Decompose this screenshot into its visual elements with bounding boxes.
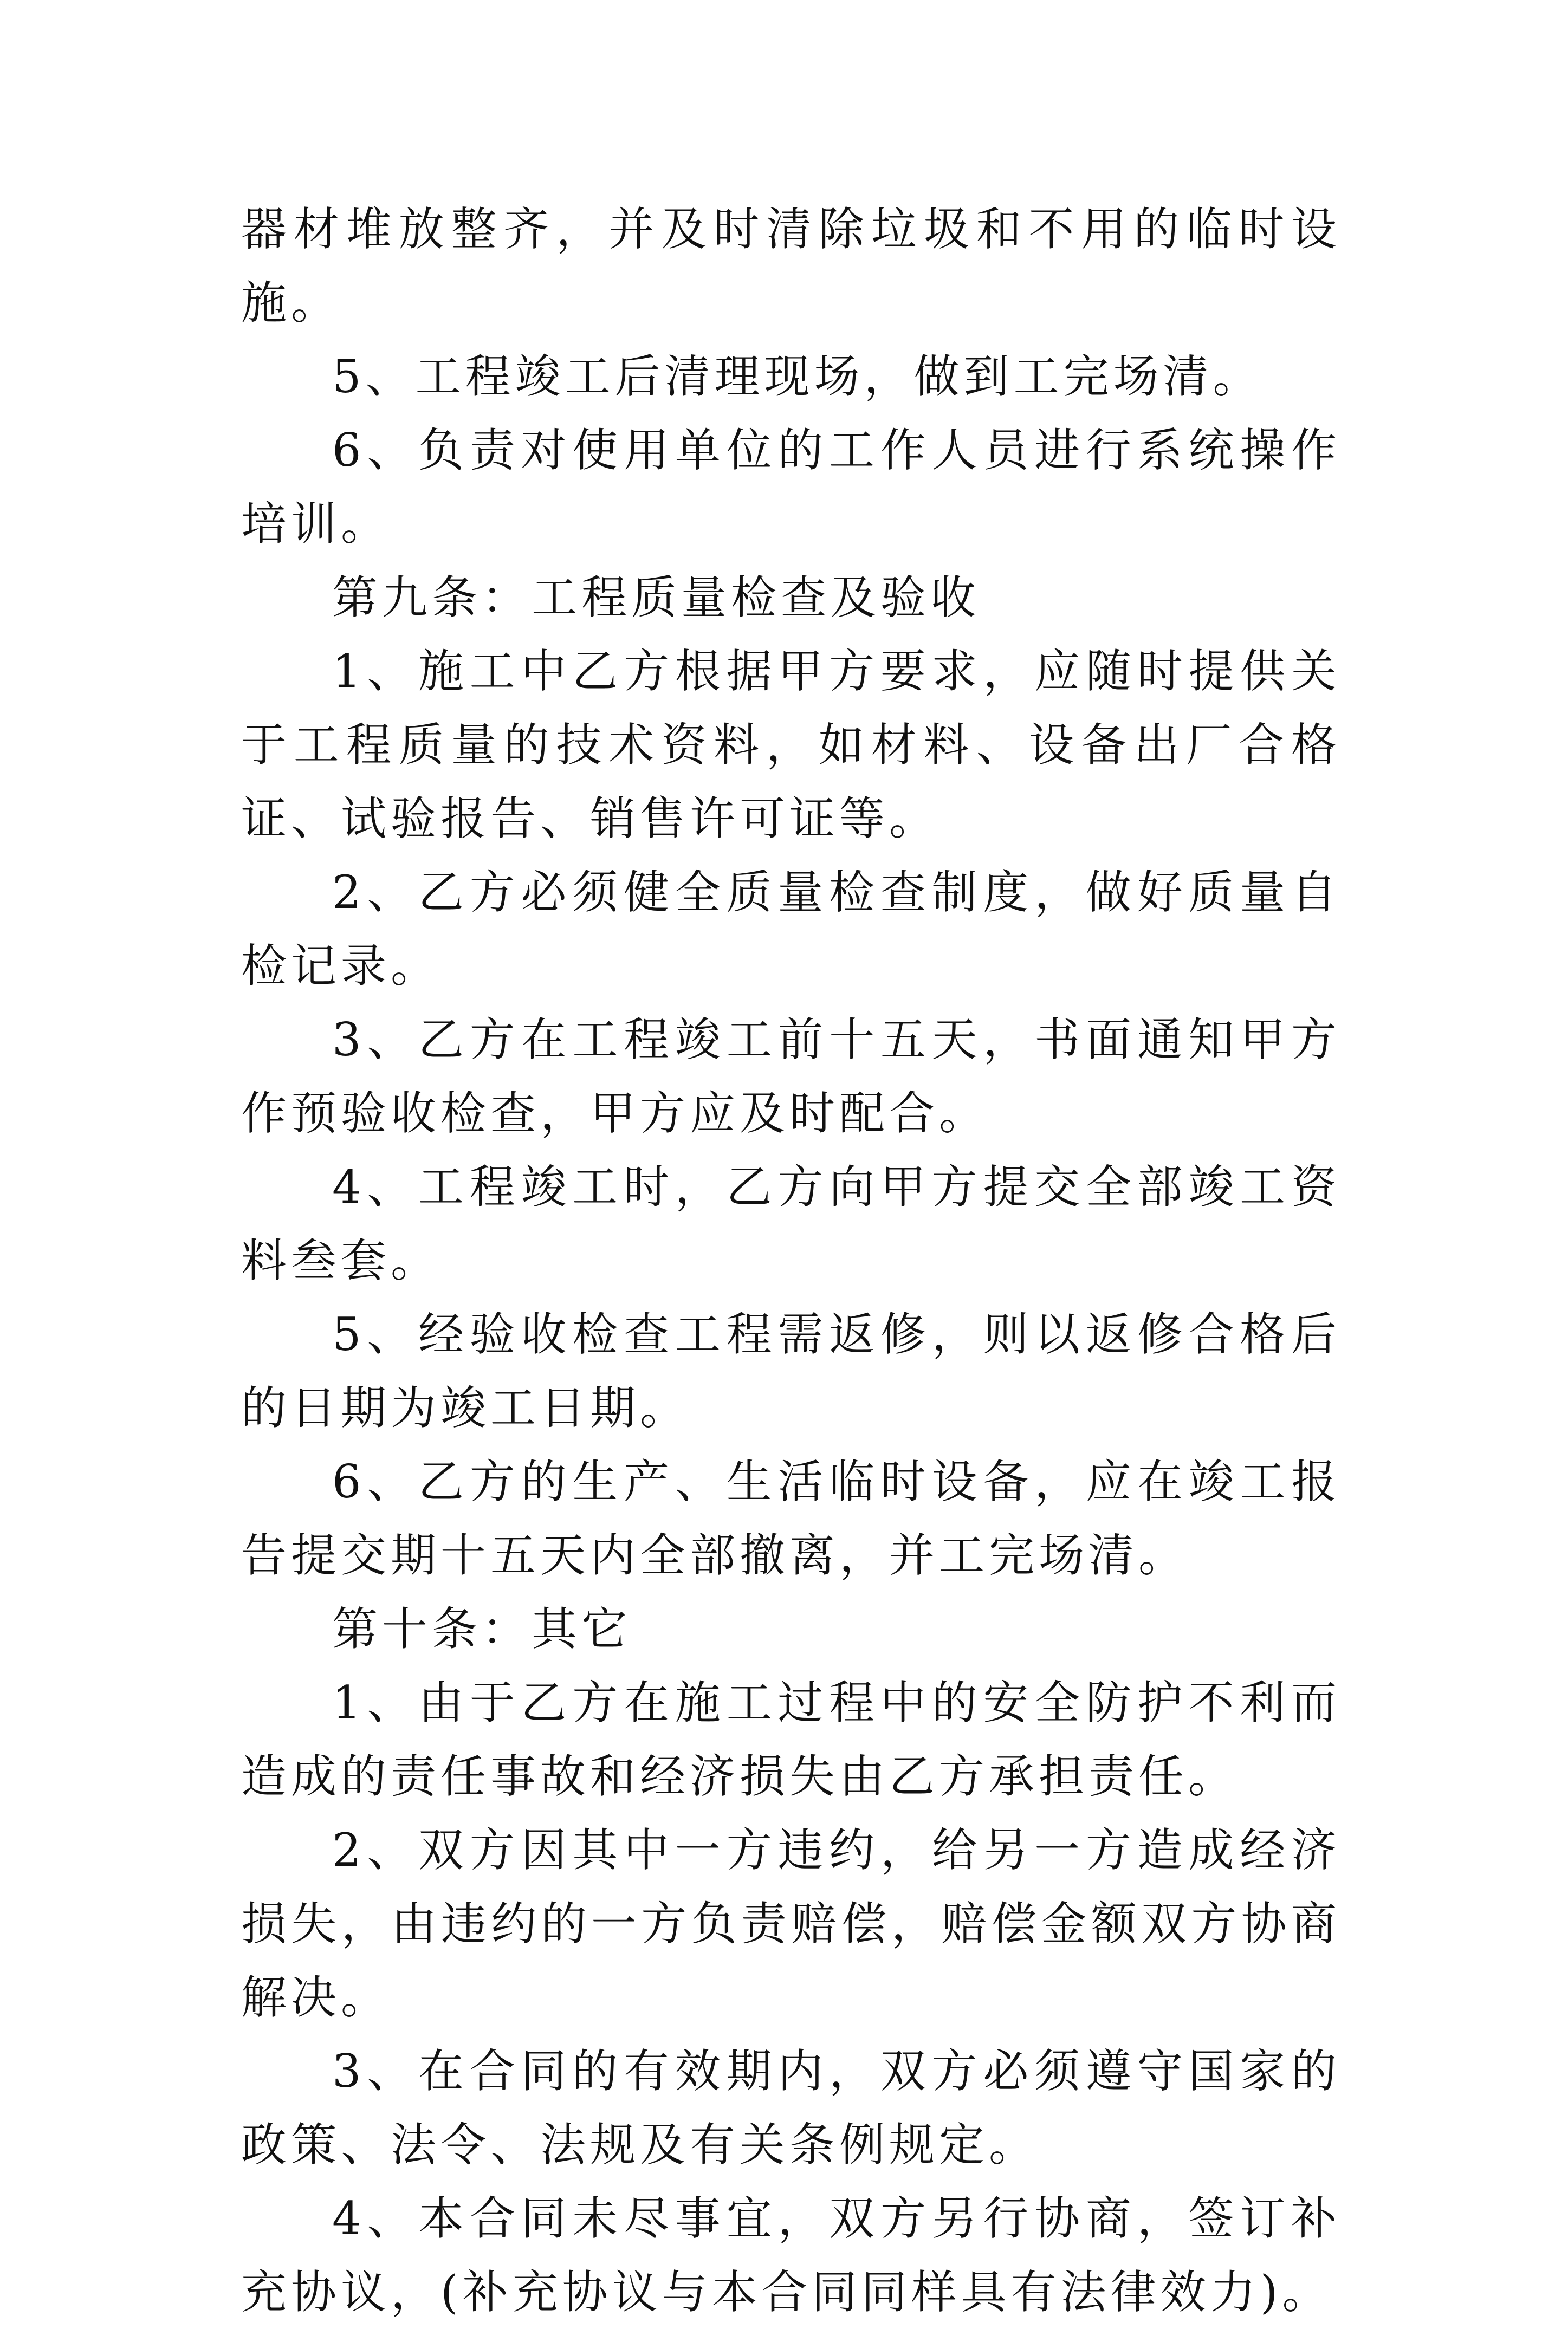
paragraph: 6、负责对使用单位的工作人员进行系统操作培训。 bbox=[241, 424, 1341, 550]
section-heading-article-9: 第九条：工程质量检查及验收 bbox=[332, 571, 981, 624]
paragraph: 2、双方因其中一方违约，给另一方造成经济损失，由违约的一方负责赔偿，赔偿金额双方协商解决。 bbox=[241, 1824, 1341, 2024]
document-body bbox=[241, 192, 1341, 2329]
paragraph: 2、乙方必须健全质量检查制度，做好质量自检记录。 bbox=[241, 866, 1341, 992]
paragraph: 5、工程竣工后清理现场，做到工完场清。 bbox=[332, 350, 1263, 403]
paragraph: 6、乙方的生产、生活临时设备，应在竣工报告提交期十五天内全部撤离，并工完场清。 bbox=[241, 1455, 1341, 1582]
section-heading-article-10: 第十条：其它 bbox=[332, 1603, 632, 1656]
paragraph-continuation: 器材堆放整齐，并及时清除垃圾和不用的临时设施。 bbox=[241, 203, 1341, 329]
paragraph: 1、由于乙方在施工过程中的安全防护不利而造成的责任事故和经济损失由乙方承担责任。 bbox=[241, 1676, 1341, 1803]
paragraph: 4、本合同未尽事宜，双方另行协商，签订补充协议，(补充协议与本合同同样具有法律效力)。 bbox=[241, 2192, 1341, 2319]
paragraph: 3、在合同的有效期内，双方必须遵守国家的政策、法令、法规及有关条例规定。 bbox=[241, 2045, 1341, 2171]
paragraph: 5、经验收检查工程需返修，则以返修合格后的日期为竣工日期。 bbox=[241, 1308, 1341, 1435]
paragraph: 1、施工中乙方根据甲方要求，应随时提供关于工程质量的技术资料，如材料、设备出厂合格证、试验报告、销售许可证等。 bbox=[241, 645, 1341, 845]
paragraph: 3、乙方在工程竣工前十五天，书面通知甲方作预验收检查，甲方应及时配合。 bbox=[241, 1013, 1341, 1140]
paragraph: 4、工程竣工时，乙方向甲方提交全部竣工资料叁套。 bbox=[241, 1160, 1341, 1287]
